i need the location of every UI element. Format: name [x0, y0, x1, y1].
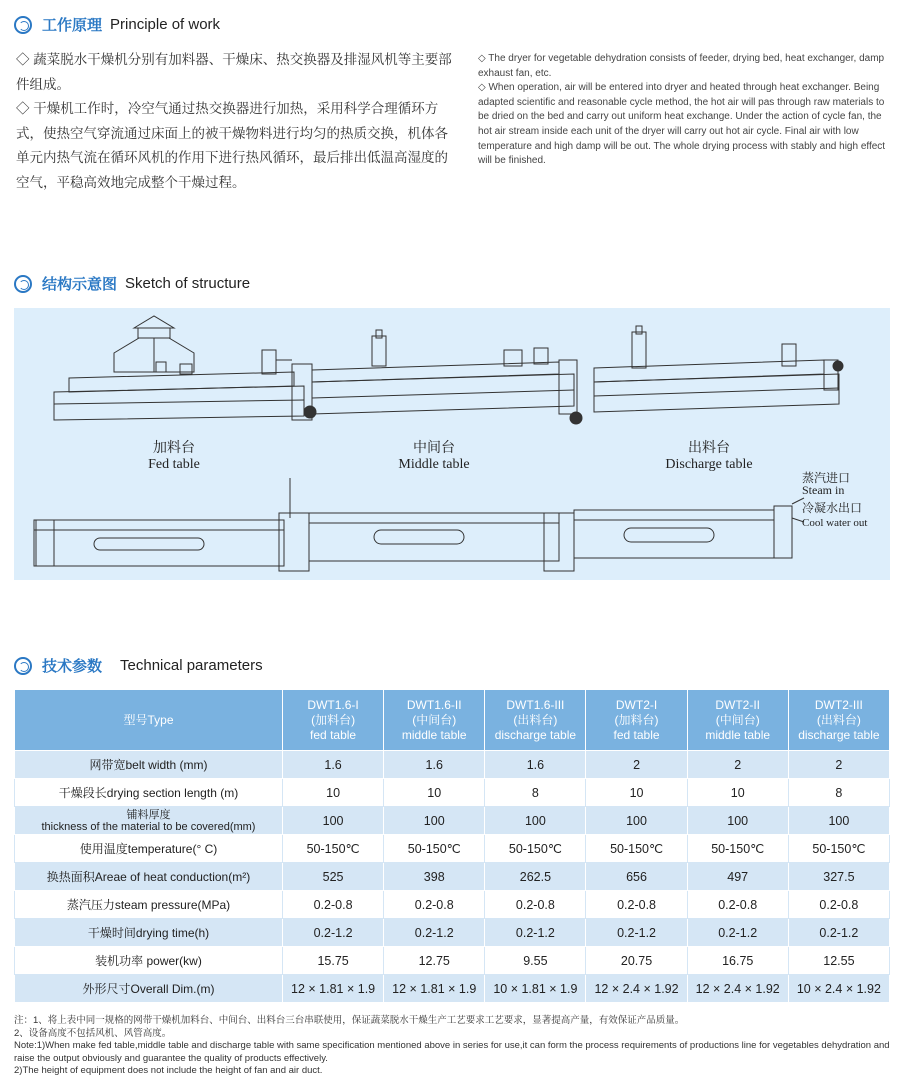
table-row — [15, 779, 890, 807]
table-cell: 262.5 — [485, 863, 586, 891]
table-cell: 0.2-0.8 — [687, 891, 788, 919]
technical-heading — [14, 655, 263, 676]
table-cell: 50-150℃ — [586, 835, 687, 863]
table-row — [15, 919, 890, 947]
structure-title-en: Sketch of structure — [125, 275, 251, 292]
table-cell: 50-150℃ — [788, 835, 889, 863]
table-cell: 0.2-1.2 — [586, 919, 687, 947]
table-row — [15, 975, 890, 1003]
structure-sketch-svg — [14, 308, 890, 580]
note-line-4: 2)The height of equipment does not include the height of fan and air duct. — [14, 1065, 323, 1076]
structure-diagram — [14, 308, 890, 580]
table-cell: 8 — [788, 779, 889, 807]
note-line-2: 2、设备高度不包括风机、风管高度。 — [14, 1027, 172, 1039]
table-cell: 1.6 — [384, 751, 485, 779]
table-cell: 12.55 — [788, 947, 889, 975]
table-cell: 10 — [384, 779, 485, 807]
table-cell: 50-150℃ — [384, 835, 485, 863]
table-cell: 10 × 1.81 × 1.9 — [485, 975, 586, 1003]
table-row — [15, 891, 890, 919]
section-circle-icon — [14, 657, 32, 675]
model-column-header: DWT1.6-III (出料台) discharge table — [485, 690, 586, 751]
middle-table-label-zh: 中间台 — [413, 441, 455, 456]
table-cell: 8 — [485, 779, 586, 807]
principle-en-text — [478, 52, 892, 169]
table-cell: 50-150℃ — [687, 835, 788, 863]
table-cell: 15.75 — [283, 947, 384, 975]
principle-en-para-1: ◇ The dryer for vegetable dehydration consists of feeder, drying bed, heat exchanger, damp exhaust fan, etc. — [478, 53, 885, 79]
section-circle-icon — [14, 16, 32, 34]
table-cell: 0.2-0.8 — [485, 891, 586, 919]
model-column-header: DWT1.6-II (中间台) middle table — [384, 690, 485, 751]
table-cell: 1.6 — [485, 751, 586, 779]
discharge-table-side-view — [559, 326, 843, 424]
principle-zh-para-2: ◇ 干燥机工作时，冷空气通过热交换器进行加热，采用科学合理循环方式，使热空气穿流通过床面上的被干燥物料进行均匀的热质交换，机体各单元内热气流在循环风机的作用下进行热风循环，最后排出低温高湿度的空气，平稳高效地完成整个干燥过程。 — [16, 101, 448, 190]
table-cell: 9.55 — [485, 947, 586, 975]
row-label: 干燥段长drying section length (m) — [15, 779, 283, 807]
table-cell: 10 — [586, 779, 687, 807]
model-type-header: 型号Type — [15, 690, 283, 751]
row-label: 使用温度temperature(° C) — [15, 835, 283, 863]
table-cell: 100 — [687, 807, 788, 835]
table-cell: 0.2-0.8 — [586, 891, 687, 919]
table-cell: 16.75 — [687, 947, 788, 975]
technical-title-en: Technical parameters — [120, 657, 263, 674]
table-notes — [14, 1015, 894, 1078]
principle-en-para-2: ◇ When operation, air will be entered into dryer and heated through heat exchanger. Being adapted scientific and reasonable cycle method, the hot air will pas through raw materials to be dried on the bed and carry out uniform heat exchange. Under the action of cycle fan, the hot air stream inside each unit of the dryer will carry out hot air cycle. Final air with low temperature and high damp will be out. The whole drying process with stably and high effect will be finished. — [478, 82, 886, 167]
table-row — [15, 835, 890, 863]
row-label: 换热面积Areae of heat conduction(m²) — [15, 863, 283, 891]
fed-table-label-en: Fed table — [148, 457, 200, 472]
table-cell: 0.2-1.2 — [485, 919, 586, 947]
table-cell: 50-150℃ — [283, 835, 384, 863]
middle-table-label-en: Middle table — [398, 457, 470, 472]
table-cell: 0.2-1.2 — [788, 919, 889, 947]
table-cell: 2 — [586, 751, 687, 779]
model-column-header: DWT2-I (加料台) fed table — [586, 690, 687, 751]
table-cell: 12 × 1.81 × 1.9 — [384, 975, 485, 1003]
model-column-header: DWT2-II (中间台) middle table — [687, 690, 788, 751]
table-cell: 0.2-1.2 — [687, 919, 788, 947]
table-cell: 12.75 — [384, 947, 485, 975]
plan-view — [34, 478, 804, 571]
technical-title-zh: 技术参数 — [42, 658, 103, 675]
table-cell: 10 — [283, 779, 384, 807]
structure-title-zh: 结构示意图 — [42, 276, 118, 293]
fed-table-label-zh: 加料台 — [153, 441, 195, 456]
table-cell: 12 × 1.81 × 1.9 — [283, 975, 384, 1003]
section-circle-icon — [14, 275, 32, 293]
table-cell: 100 — [384, 807, 485, 835]
principle-zh-para-1: ◇ 蔬菜脱水干燥机分别有加料器、干燥床、热交换器及排湿风机等主要部件组成。 — [16, 52, 452, 92]
model-column-header: DWT1.6-I (加料台) fed table — [283, 690, 384, 751]
table-cell: 398 — [384, 863, 485, 891]
principle-title-zh: 工作原理 — [42, 17, 103, 34]
row-label: 铺料厚度 thickness of the material to be covered(mm) — [15, 807, 283, 835]
table-row — [15, 863, 890, 891]
model-column-header: DWT2-III (出料台) discharge table — [788, 690, 889, 751]
table-cell: 0.2-0.8 — [788, 891, 889, 919]
discharge-table-label-en: Discharge table — [665, 457, 753, 472]
row-label: 外形尺寸Overall Dim.(m) — [15, 975, 283, 1003]
principle-zh-text — [16, 48, 461, 195]
discharge-table-label-zh: 出料台 — [688, 441, 730, 456]
principle-heading — [14, 14, 220, 35]
technical-parameters-table — [14, 689, 890, 1003]
steam-in-label-en: Steam in — [802, 483, 845, 497]
table-cell: 100 — [283, 807, 384, 835]
table-cell: 0.2-1.2 — [384, 919, 485, 947]
table-cell: 525 — [283, 863, 384, 891]
table-cell: 497 — [687, 863, 788, 891]
table-cell: 0.2-0.8 — [384, 891, 485, 919]
fed-table-side-view — [54, 316, 304, 420]
table-row — [15, 807, 890, 835]
table-header-row — [15, 690, 890, 751]
table-cell: 2 — [687, 751, 788, 779]
note-line-3: Note:1)When make fed table,middle table and discharge table with same specification mentioned above in series for use,it can form the process requirements of productions line for vegetables dehydration and raise the output obviously and guarantee the quality of products effectively. — [14, 1040, 890, 1064]
row-label: 网带宽belt width (mm) — [15, 751, 283, 779]
table-cell: 1.6 — [283, 751, 384, 779]
cool-water-label-zh: 冷凝水出口 — [802, 501, 863, 515]
table-cell: 0.2-0.8 — [283, 891, 384, 919]
steam-in-label-zh: 蒸汽进口 — [802, 471, 851, 485]
table-cell: 100 — [788, 807, 889, 835]
row-label: 干燥时间drying time(h) — [15, 919, 283, 947]
cool-water-label-en: Cool water out — [802, 517, 868, 529]
table-cell: 2 — [788, 751, 889, 779]
table-cell: 100 — [586, 807, 687, 835]
table-cell: 327.5 — [788, 863, 889, 891]
table-cell: 20.75 — [586, 947, 687, 975]
row-label: 装机功率 power(kw) — [15, 947, 283, 975]
note-line-1: 注：1、将上表中同一规格的网带干燥机加料台、中间台、出料台三台串联使用，保证蔬菜脱水干燥生产工艺要求工艺要求，显著提高产量，有效保证产品质量。 — [14, 1015, 685, 1026]
table-cell: 10 — [687, 779, 788, 807]
table-cell: 0.2-1.2 — [283, 919, 384, 947]
table-row — [15, 751, 890, 779]
principle-title-en: Principle of work — [110, 16, 221, 33]
middle-table-side-view — [292, 330, 574, 420]
table-cell: 656 — [586, 863, 687, 891]
table-cell: 12 × 2.4 × 1.92 — [687, 975, 788, 1003]
table-cell: 50-150℃ — [485, 835, 586, 863]
table-cell: 12 × 2.4 × 1.92 — [586, 975, 687, 1003]
table-cell: 10 × 2.4 × 1.92 — [788, 975, 889, 1003]
row-label: 蒸汽压力steam pressure(MPa) — [15, 891, 283, 919]
structure-heading — [14, 273, 250, 294]
table-row — [15, 947, 890, 975]
table-cell: 100 — [485, 807, 586, 835]
